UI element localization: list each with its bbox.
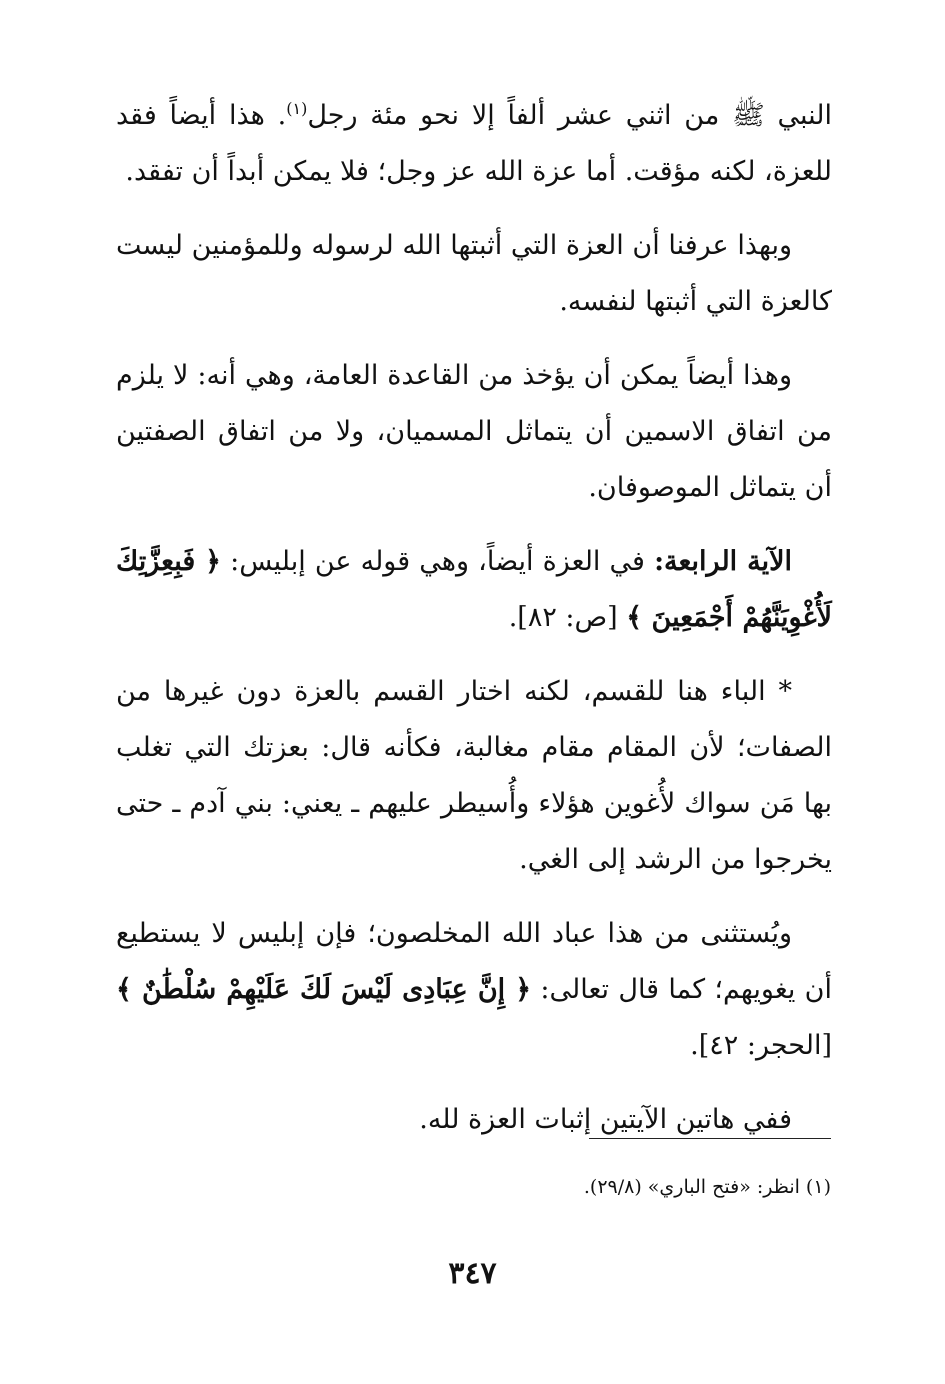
verse-label: الآية الرابعة:: [654, 546, 792, 577]
paragraph-7: ففي هاتين الآيتين إثبات العزة لله.: [419, 1104, 792, 1135]
paragraph-1-text-b: . هذا أيضاً فقد للعزة، لكنه مؤقت. أما عزة الله عز وجل؛ فلا يمكن أبداً أن تفقد.: [116, 100, 832, 187]
paragraph-6-text: ويُستثنى من هذا عباد الله المخلصون؛ فإن إبليس لا يستطيع أن يغويهم؛ كما قال تعالى:: [116, 918, 833, 1005]
page-body: [116, 88, 832, 1166]
paragraph-5: * الباء هنا للقسم، لكنه اختار القسم بالعزة دون غيرها من الصفات؛ لأن المقام مقام مغالبة، فكأنه قال: بعزتك التي تغلب بها مَن سواك لأُغوين هؤلاء وأُسيطر عليهم ـ يعني: بني آدم ـ حتى يخرجوا من الرشد إلى الغي.: [116, 676, 832, 875]
footnote-reference: (١): [286, 99, 308, 118]
page-number: ٣٤٧: [448, 1256, 497, 1291]
quran-verse: ﴿ إِنَّ عِبَادِى لَيْسَ لَكَ عَلَيْهِمْ سُلْطَٰنٌ ﴾: [116, 974, 532, 1005]
paragraph-2: وبهذا عرفنا أن العزة التي أثبتها الله لرسوله وللمؤمنين ليست كالعزة التي أثبتها لنفسه.: [116, 230, 832, 317]
paragraph-1-text-a: النبي ﷺ من اثني عشر ألفاً إلا نحو مئة رجل: [307, 100, 832, 131]
verse-reference: [ص: ٨٢].: [508, 602, 627, 633]
paragraph-4-text: في العزة أيضاً، وهي قوله عن إبليس:: [221, 546, 655, 577]
footnote-divider: [589, 1138, 831, 1139]
paragraph-1: [116, 88, 832, 200]
paragraph-6: [116, 906, 832, 1074]
paragraph-3: وهذا أيضاً يمكن أن يؤخذ من القاعدة العامة، وهي أنه: لا يلزم من اتفاق الاسمين أن يتماثل المسميان، ولا من اتفاق الصفتين أن يتماثل الموصوفان.: [116, 360, 832, 503]
quran-verse: ﴿ فَبِعِزَّتِكَ لَأُغْوِيَنَّهُمْ أَجْمَعِينَ ﴾: [116, 546, 832, 633]
paragraph-4: [116, 534, 832, 646]
verse-reference: [الحجر: ٤٢].: [690, 1030, 832, 1061]
footnote: (١) انظر: «فتح الباري» (٢٩/٨).: [583, 1176, 831, 1198]
